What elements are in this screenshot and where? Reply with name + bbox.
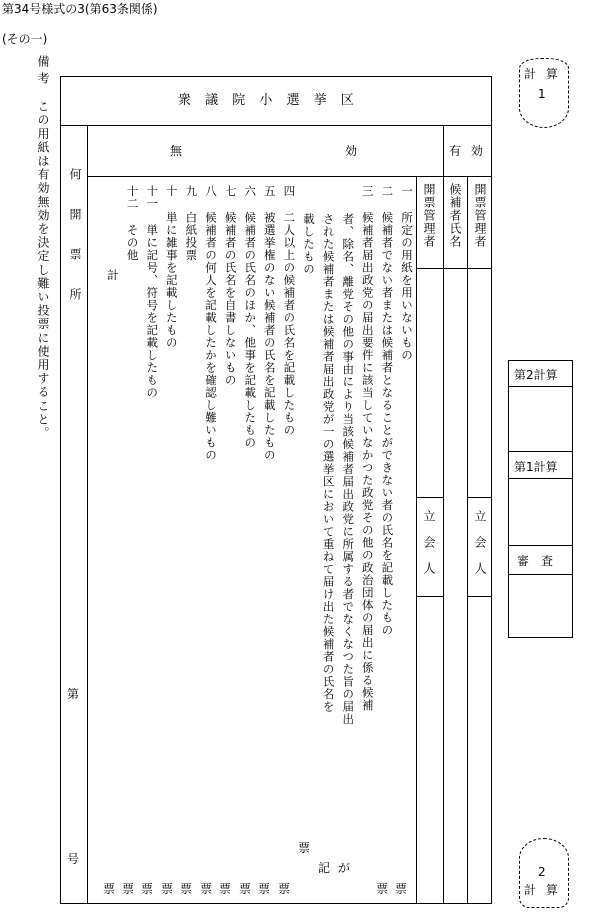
hyo-cell: 票: [376, 882, 389, 896]
witness-right-bottom: [467, 596, 492, 597]
valid-header-bottom: [416, 268, 492, 269]
invalid-reason-number: 十二: [125, 185, 140, 210]
invalid-reason: [224, 185, 237, 387]
calc2-label: 計 算: [524, 883, 561, 897]
invalid-reason-text: 二人以上の候補者の氏名を記載したもの: [282, 211, 297, 437]
invalid-reason-text: された候補者または候補者届出政党が一の選挙区において重ねて届け出た候補者の氏名を: [321, 213, 336, 713]
invalid-reason-text: 者、除名、離党その他の事由により当該候補者届出政党に所属する者でなくなつた旨の届出: [341, 213, 356, 726]
invalid-reason-number: 三: [360, 185, 375, 198]
invalid-reason-number: 七: [223, 185, 238, 198]
invalid-reason: [184, 185, 197, 262]
invalid-reason-text: 計: [106, 269, 120, 282]
location-label: 何開票所: [68, 168, 82, 328]
hyo-cell: 票: [122, 882, 135, 896]
invalid-reason-text: 候補者届出政党の届出要件に該当していなかつた政党その他の政治団体の届出に係る候補: [360, 211, 375, 712]
invalid-reason: [243, 185, 256, 449]
hyo-cell: 票: [258, 882, 271, 896]
invalid-reason-text: 候補者の氏名のほか、他事を記載したもの: [243, 211, 258, 449]
invalid-reason: [380, 185, 393, 637]
calc2-number: 2: [538, 865, 546, 879]
invalid-reason-text: 候補者の何人を記載したかを確認し難いもの: [204, 211, 218, 462]
ki-label: 記: [318, 861, 331, 875]
invalid-reason: [400, 185, 413, 362]
witness-right-top: [467, 497, 492, 498]
invalid-reason-number: 五: [262, 185, 277, 198]
review-line-5: [508, 574, 573, 575]
hyo-cell: 票: [180, 882, 193, 896]
hyo-cell: 票: [219, 882, 232, 896]
valid-candidate-name: 候補者氏名: [448, 183, 462, 248]
hyo-row: [95, 883, 415, 897]
title-divider: [60, 125, 492, 126]
hyo-cell: 票: [278, 882, 291, 896]
location-number-label: 第: [67, 687, 80, 701]
invalid-reason: [322, 213, 335, 713]
invalid-reason-text: 白紙投票: [184, 211, 199, 262]
invalid-reason-text: 候補者でない者または候補者となることができない者の氏名を記載したもの: [380, 211, 395, 637]
review-box-frame: [508, 360, 573, 638]
invalid-reason: [282, 185, 295, 437]
valid-col-divider-3: [467, 176, 468, 904]
hyo-cell: 票: [161, 882, 174, 896]
ga-label: が: [338, 861, 351, 875]
invalid-reason: [126, 185, 139, 262]
review-line-3: [508, 478, 573, 479]
invalid-reason-text: その他: [125, 224, 140, 262]
witness-left-bottom: [416, 596, 443, 597]
witness-left-top: [416, 497, 443, 498]
valid-admin-right: 開票管理者: [473, 183, 487, 248]
invalid-reason: [341, 213, 354, 726]
hyo-cell: 票: [103, 882, 116, 896]
witness-right: 立会人: [473, 510, 487, 588]
invalid-reason-text: 単に記号、符号を記載したもの: [145, 224, 160, 399]
form-number: 第34号様式の3(第63条関係): [2, 2, 158, 16]
calc1-number: 1: [538, 87, 546, 101]
calc2-box-label: 第2計算: [514, 368, 558, 382]
invalid-reason: [302, 213, 315, 276]
valid-heading: 有 効: [449, 144, 486, 158]
review-line-2: [508, 451, 573, 452]
invalid-reason: [204, 185, 217, 462]
notes-text: この用紙は有効無効を決定し難い投票に使用すること。: [36, 100, 50, 440]
invalid-reason: [165, 185, 178, 349]
invalid-reason-number: 八: [204, 185, 218, 198]
invalid-reason: [106, 269, 119, 282]
invalid-reason-number: 十: [164, 185, 179, 198]
invalid-reason-number: 四: [282, 185, 297, 198]
location-divider: [87, 125, 88, 904]
valid-admin-left: 開票管理者: [422, 183, 436, 248]
invalid-reason-text: 載したもの: [302, 213, 316, 276]
witness-left: 立会人: [422, 510, 436, 588]
location-suffix: 号: [67, 852, 80, 866]
invalid-heading-left: 無: [170, 144, 183, 158]
hyo-cell: 票: [141, 882, 154, 896]
invalid-reason-number: 九: [184, 185, 199, 198]
invalid-reason-number: 二: [380, 185, 395, 198]
calc1-box-label: 第1計算: [514, 460, 558, 474]
review-line-1: [508, 386, 573, 387]
invalid-reason-text: 候補者の氏名を自書しないもの: [223, 211, 238, 387]
hyo-cell: 票: [395, 882, 408, 896]
invalid-reason: [145, 185, 158, 399]
invalid-reason-number: 一: [400, 185, 414, 198]
invalid-heading-right: 効: [345, 144, 358, 158]
form-sub-label: (その一): [2, 32, 48, 46]
invalid-reason-text: 所定の用紙を用いないもの: [400, 211, 414, 362]
invalid-reason-text: 単に雑事を記載したもの: [164, 211, 179, 349]
invalid-reason-number: 十一: [145, 185, 160, 210]
calc1-label: 計 算: [524, 67, 561, 81]
valid-col-divider-2: [443, 125, 444, 904]
invalid-reason: [361, 185, 374, 712]
invalid-reason-text: 被選挙権のない候補者の氏名を記載したもの: [262, 211, 277, 462]
review-line-4: [508, 545, 573, 546]
notes-label: 備考: [36, 55, 50, 89]
ballot-title: 衆 議 院 小 選 挙 区: [178, 93, 359, 108]
hyo-cell: 票: [239, 882, 252, 896]
invalid-reason-number: 六: [243, 185, 258, 198]
invalid-reasons: [95, 185, 413, 885]
hyo-cell: 票: [200, 882, 213, 896]
invalid-reason: [263, 185, 276, 462]
heading-divider: [87, 176, 492, 177]
hyo-upper: 票: [298, 841, 311, 855]
review-box-label: 審 査: [517, 554, 554, 568]
valid-col-divider-1: [416, 176, 417, 904]
